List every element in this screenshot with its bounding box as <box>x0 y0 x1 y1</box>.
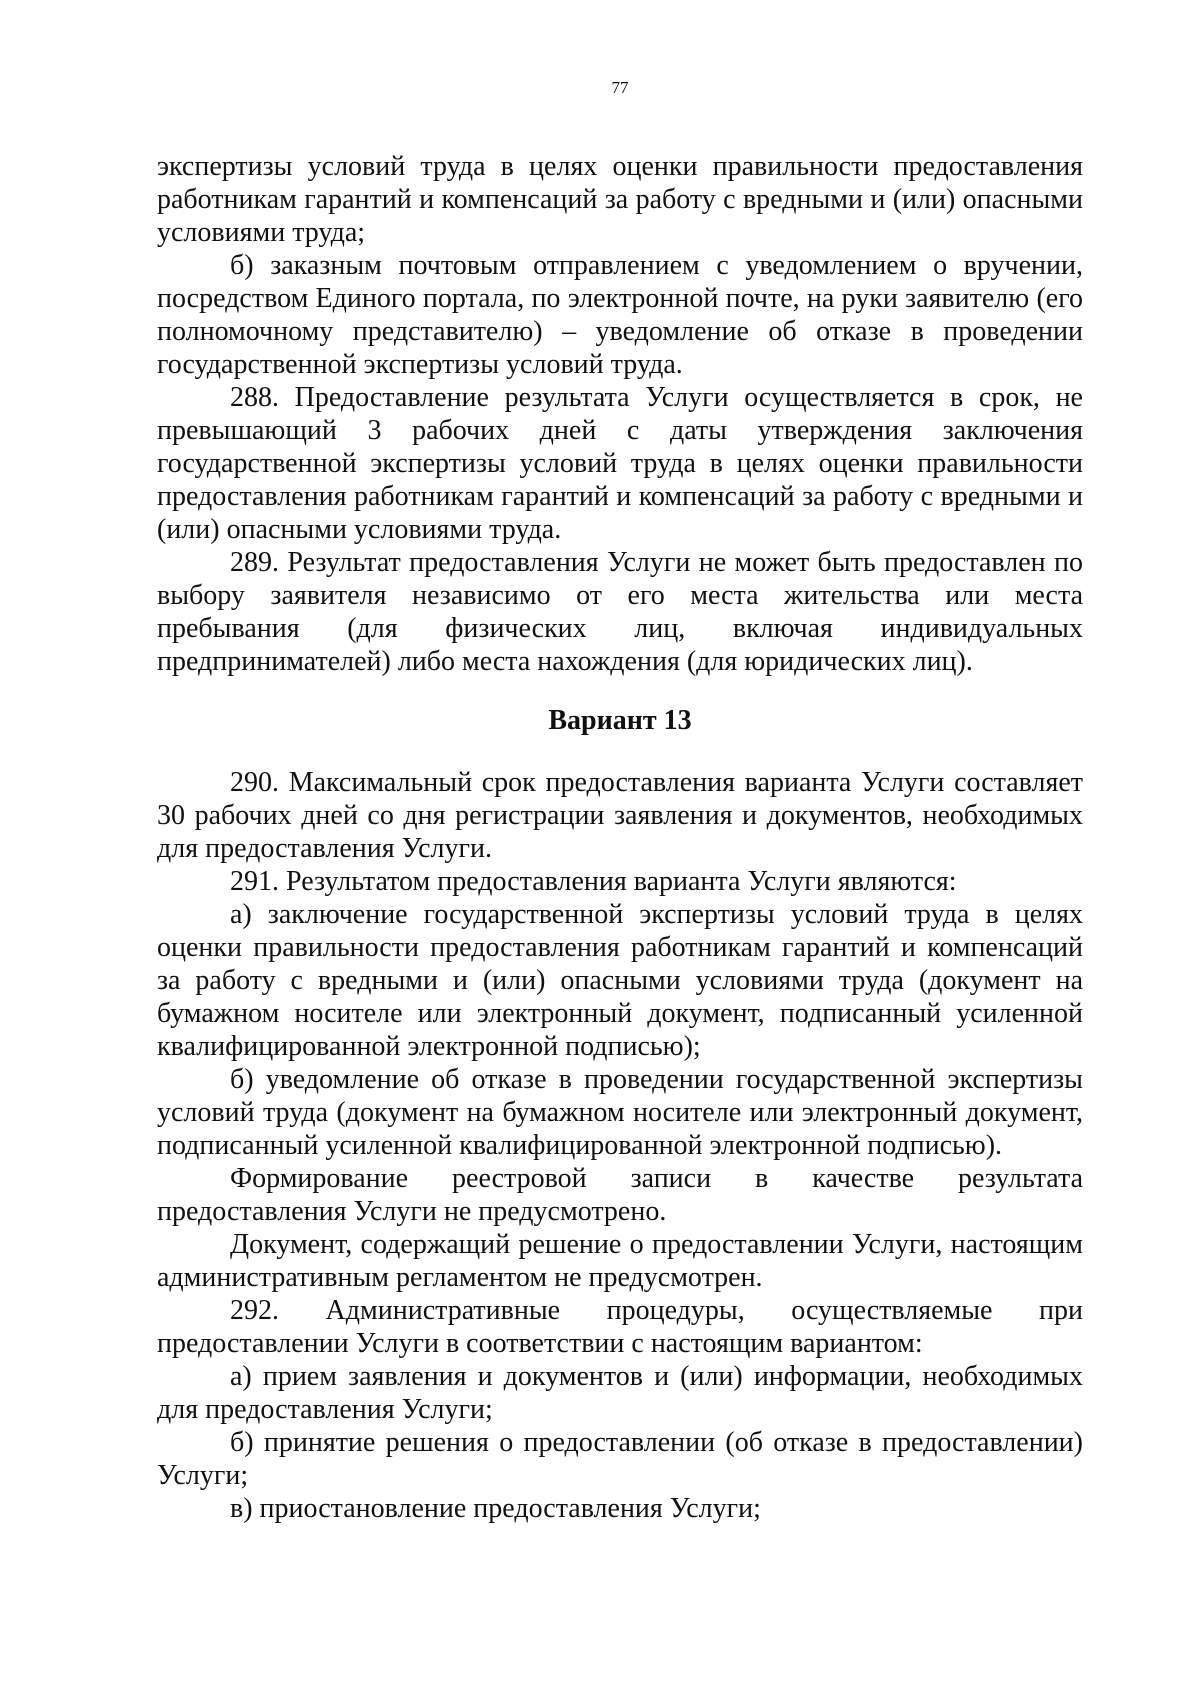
paragraph-292-c: в) приостановление предоставления Услуги; <box>230 1493 761 1524</box>
paragraph-registry-record: Формирование реестровой записи в качестве результата предоставления Услуги не предусмотрено. <box>157 1163 1083 1227</box>
paragraph-291-a: а) заключение государственной экспертизы условий труда в целях оценки правильности предоставления работникам гарантий и компенсаций за работу с вредными и (или) опасными условиями труда (документ на бумажном носителе или электронный документ, подписанный усиленной квалифицированной электронной подписью); <box>157 899 1083 1062</box>
paragraph-291-b: б) уведомление об отказе в проведении государственной экспертизы условий труда (документ на бумажном носителе или электронный документ, подписанный усиленной квалифицированной электронной подписью). <box>157 1064 1083 1161</box>
paragraph-290: 290. Максимальный срок предоставления варианта Услуги составляет 30 рабочих дней со дня регистрации заявления и документов, необходимых для предоставления Услуги. <box>157 767 1083 864</box>
paragraph-item-b-notification: б) заказным почтовым отправлением с уведомлением о вручении, посредством Единого портала, по электронной почте, на руки заявителю (его полномочному представителю) – уведомление об отказе в проведении государственной экспертизы условий труда. <box>157 250 1083 380</box>
paragraph-292-b: б) принятие решения о предоставлении (об отказе в предоставлении) Услуги; <box>157 1427 1083 1491</box>
text-block-after-heading <box>157 766 1083 1525</box>
paragraph-289: 289. Результат предоставления Услуги не может быть предоставлен по выбору заявителя независимо от его места жительства или места пребывания (для физических лиц, включая индивидуальных предпринимателей) либо места нахождения (для юридических лиц). <box>157 547 1083 677</box>
paragraph-292-a: а) прием заявления и документов и (или) информации, необходимых для предоставления Услуги; <box>157 1361 1083 1425</box>
paragraph-decision-document: Документ, содержащий решение о предоставлении Услуги, настоящим административным регламентом не предусмотрен. <box>157 1229 1083 1293</box>
page-number: 77 <box>611 78 629 97</box>
section-heading: Вариант 13 <box>548 705 692 736</box>
paragraph-292: 292. Административные процедуры, осуществляемые при предоставлении Услуги в соответствии с настоящим вариантом: <box>157 1295 1083 1359</box>
text-block-before-heading <box>157 150 1083 678</box>
paragraph-continuation: экспертизы условий труда в целях оценки правильности предоставления работникам гарантий и компенсаций за работу с вредными и (или) опасными условиями труда; <box>157 151 1083 248</box>
paragraph-288: 288. Предоставление результата Услуги осуществляется в срок, не превышающий 3 рабочих дней с даты утверждения заключения государственной экспертизы условий труда в целях оценки правильности предоставления работникам гарантий и компенсаций за работу с вредными и (или) опасными условиями труда. <box>157 382 1083 545</box>
paragraph-291: 291. Результатом предоставления варианта Услуги являются: <box>230 866 957 897</box>
